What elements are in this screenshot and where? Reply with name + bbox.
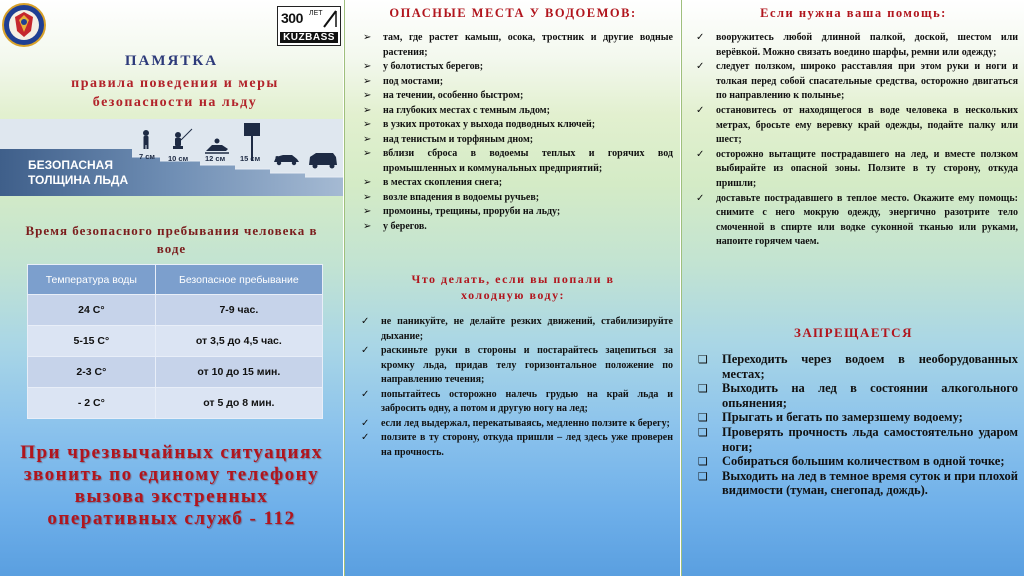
list-item [694,104,1018,148]
table-row [28,388,323,419]
list-item [359,315,673,344]
cold-water-title: Что делать, если вы попали в холодную воду: [411,272,615,302]
list-item [694,148,1018,192]
list-item [361,60,673,75]
arrow-bullet-icon: ➢ [363,177,372,188]
arrow-bullet-icon: ➢ [363,75,372,87]
list-item-text: не паникуйте, не делайте резких движений, стабилизируйте дыхание; [381,316,673,342]
check-bullet-icon: ✓ [696,192,705,204]
list-item-text: возле впадения в водоемы ручьев; [383,191,540,203]
check-bullet-icon: ✓ [696,148,705,160]
list-item-text: в узких протоках у выхода подводных ключей; [383,119,596,130]
list-item-text: под мостами; [383,75,444,87]
logo-mark-icon [322,9,338,29]
list-item [361,176,673,191]
arrow-bullet-icon: ➢ [363,191,372,203]
table-cell-safe-time: от 3,5 до 4,5 час. [155,326,322,357]
table-cell-temperature: 5-15 С° [28,326,156,357]
list-item [696,381,1018,410]
table-cell-temperature: - 2 С° [28,388,156,419]
list-item [694,60,1018,104]
ice-step-label: 20 см [275,154,296,163]
checkbox-bullet-icon: ❑ [698,382,708,396]
arrow-bullet-icon: ➢ [363,220,372,232]
list-item-text: попытайтесь осторожно налечь грудью на край льда и забросить одну, а потом и другую ногу на лед; [381,388,673,414]
table-header-temperature: Температура воды [28,265,156,295]
ice-caption-line2: ТОЛЩИНА ЛЬДА [28,173,129,187]
arrow-bullet-icon: ➢ [363,148,372,159]
list-item [694,192,1018,250]
list-item [361,89,673,104]
checkbox-bullet-icon: ❑ [698,455,708,469]
arrow-bullet-icon: ➢ [363,32,372,43]
middle-column [344,0,680,576]
list-item [359,417,673,432]
check-bullet-icon: ✓ [361,388,370,400]
table-row [28,357,323,388]
ice-thickness-infographic [0,119,343,196]
list-item-text: у болотистых берегов; [383,61,484,72]
list-item-text: там, где растет камыш, осока, тростник и другие водные растения; [383,32,673,58]
list-item-text: над тенистым и торфяным дном; [383,133,534,145]
emergency-phone-text: При чрезвычайных ситуациях звонить по единому телефону вызова экстренных оперативных служб - 112 [20,442,323,529]
ice-caption-line1: БЕЗОПАСНАЯ [28,158,113,172]
arrow-bullet-icon: ➢ [363,133,372,145]
list-item-text: Выходить на лед в состоянии алкогольного опьянения; [722,381,1018,410]
help-title: Если нужна ваша помощь: [760,6,947,20]
table-cell-safe-time: от 5 до 8 мин. [155,388,322,419]
list-item [361,147,673,176]
table-header-safe-time: Безопасное пребывание [155,265,322,295]
list-item [694,31,1018,60]
list-item [696,469,1018,498]
arrow-bullet-icon: ➢ [363,206,372,217]
list-item [361,205,673,220]
checkbox-bullet-icon: ❑ [698,411,708,425]
list-item [361,220,673,235]
logo-brand: KUZBASS [280,32,338,43]
ice-step-label: 7 см [139,152,155,161]
list-item-text: Проверять прочность льда самостоятельно ударом ноги; [722,424,1018,454]
check-bullet-icon: ✓ [696,32,705,43]
check-bullet-icon: ✓ [696,104,705,116]
list-item [361,118,673,133]
dangers-list [361,31,673,234]
list-item-text: ползите в ту сторону, откуда пришли – лед здесь уже проверен на прочность. [381,432,673,458]
table-cell-safe-time: 7-9 час. [155,295,322,326]
checkbox-bullet-icon: ❑ [698,425,708,439]
arrow-bullet-icon: ➢ [363,119,372,130]
forbidden-title: ЗАПРЕЩАЕТСЯ [794,325,913,340]
list-item [361,191,673,206]
list-item [361,75,673,90]
table-cell-temperature: 2-3 С° [28,357,156,388]
arrow-bullet-icon: ➢ [363,90,372,101]
list-item-text: если лед выдержал, перекатываясь, медленно ползите к берегу; [381,417,670,429]
arrow-bullet-icon: ➢ [363,104,372,116]
list-item [696,454,1018,469]
list-item-text: следует ползком, широко расставляя при этом руки и ноги и толкая перед собой спасательные средства, осторожно двигаться по направлению к полынье; [716,61,1018,102]
ice-step-label: 12 см [205,154,226,163]
list-item [696,352,1018,381]
list-item-text: остановитесь от находящегося в воде человека в нескольких метрах, бросьте ему веревку край одежды, подайте палку или шест; [716,104,1018,146]
table-cell-safe-time: от 10 до 15 мин. [155,357,322,388]
cold-water-list [359,315,673,460]
list-item-text: у берегов. [383,220,427,232]
ice-step-label: 10 см [168,154,189,163]
list-item [361,104,673,119]
help-list [694,31,1018,250]
list-item-text: Прыгать и бегать по замерзшему водоему; [722,410,963,425]
memo-subtitle: правила поведения и меры безопасности на льду [71,76,279,110]
list-item-text: в местах скопления снега; [383,177,503,188]
ice-step-label: 15 см [240,154,261,163]
table-row [28,326,323,357]
memo-title: ПАМЯТКА [124,53,219,69]
list-item [359,388,673,417]
list-item-text: доставьте пострадавшего в теплое место. Окажите ему помощь: снимите с него мокрую одежду, энергично разотрите тело смоченной в спирте или водке суконной тканью или руками, напоите горячем чаем. [716,192,1018,248]
list-item [359,344,673,388]
rescue-emblem-icon [2,3,46,47]
list-item-text: вооружитесь любой длинной палкой, доской, шестом или верёвкой. Можно связать воедино шарфы, ремни или одежду; [716,32,1018,58]
list-item [696,425,1018,454]
list-item-text: Выходить на лед в темное время суток и при плохой видимости (туман, снегопад, дождь). [722,468,1018,498]
check-bullet-icon: ✓ [361,316,370,327]
list-item-text: промоины, трещины, проруби на льду; [383,206,561,217]
forbidden-list [696,352,1018,498]
list-item-text: вблизи сброса в водоемы теплых и горячих вод промышленных и коммунальных предприятий; [383,148,673,174]
list-item-text: на течении, особенно быстром; [383,90,524,101]
ice-step-label: 30 см [310,154,331,163]
right-column [681,0,1024,576]
list-item [696,410,1018,425]
check-bullet-icon: ✓ [361,417,370,429]
list-item-text: Собираться большим количеством в одной точке; [722,454,1005,469]
water-time-title: Время безопасного пребывания человека в воде [25,223,318,256]
left-column [0,0,343,576]
arrow-bullet-icon: ➢ [363,61,372,72]
list-item-text: на глубоких местах с темным льдом; [383,104,550,116]
check-bullet-icon: ✓ [361,345,370,356]
table-cell-temperature: 24 С° [28,295,156,326]
logo-years: ЛЕТ [309,10,323,17]
list-item [359,431,673,460]
list-item-text: раскиньте руки в стороны и постарайтесь зацепиться за кромку льда, придав телу горизонтальное положение по направлению течения; [381,345,673,385]
dangers-title: ОПАСНЫЕ МЕСТА У ВОДОЕМОВ: [389,6,637,20]
kuzbass-300-logo [277,6,341,46]
logo-number: 300 [281,10,303,26]
check-bullet-icon: ✓ [696,61,705,73]
water-time-table [27,264,323,419]
check-bullet-icon: ✓ [361,432,370,443]
checkbox-bullet-icon: ❑ [698,469,708,483]
list-item [361,31,673,60]
list-item-text: осторожно вытащите пострадавшего на лед, и вместе ползком выбирайте из опасной зоны. Ползите в ту сторону, откуда пришли; [716,148,1018,189]
table-header-row [28,265,323,295]
list-item [361,133,673,148]
checkbox-bullet-icon: ❑ [698,353,708,366]
list-item-text: Переходить через водоем в необорудованных местах; [722,352,1018,381]
table-row [28,295,323,326]
